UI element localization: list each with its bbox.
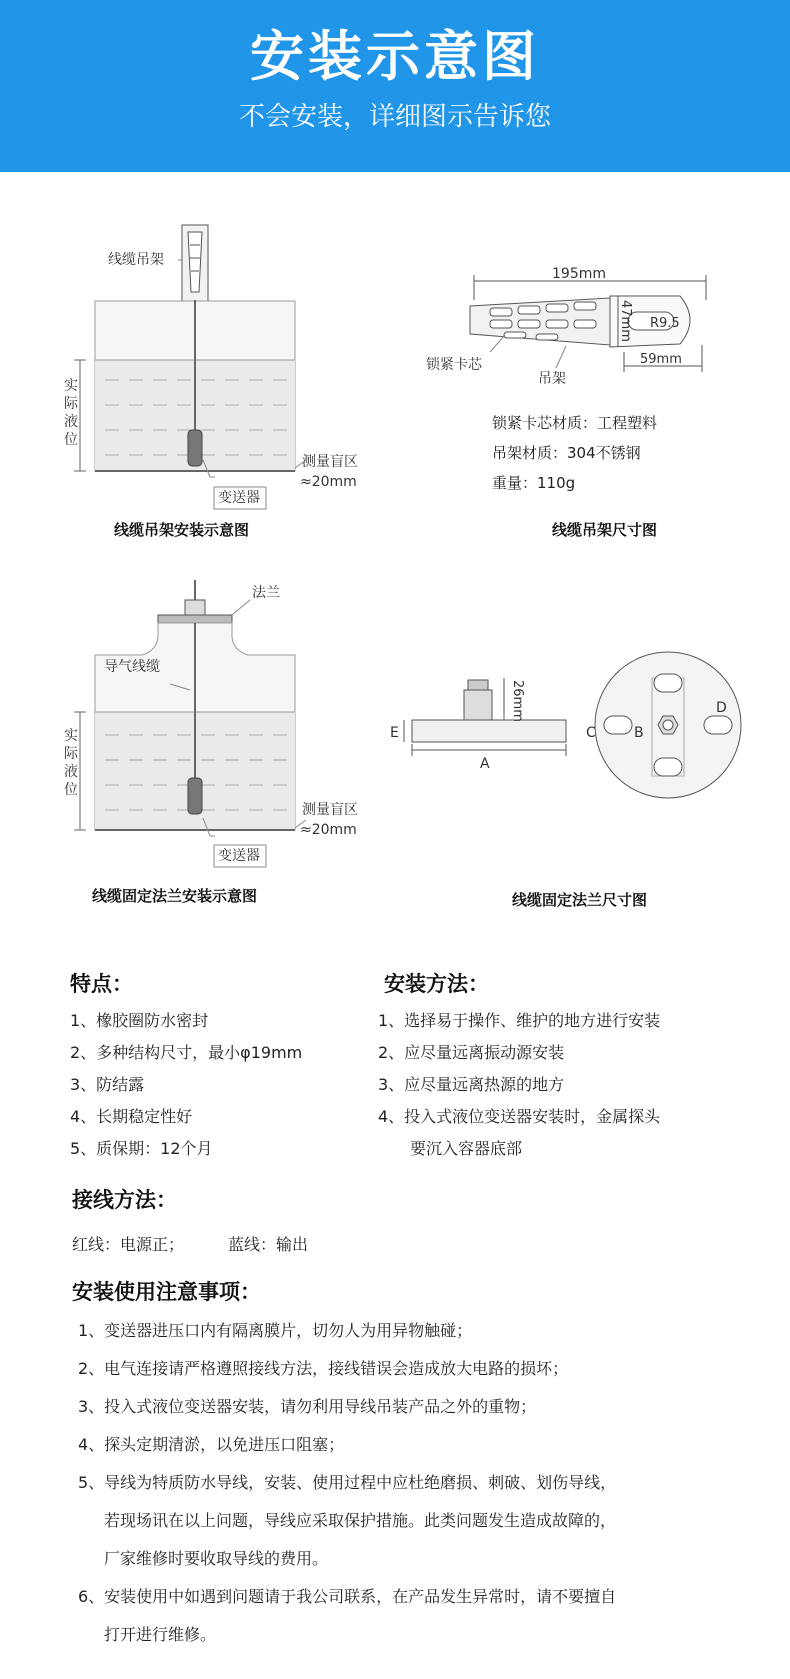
note-line: 6、安装使用中如遇到问题请于我公司联系，在产品发生异常时，请不要擅自 bbox=[78, 1587, 617, 1606]
label-actual-3d: 位 bbox=[64, 782, 78, 798]
label-actual-1a: 实 bbox=[64, 378, 78, 394]
dim-width: 59mm bbox=[640, 352, 682, 367]
wiring-red: 红线：电源正； bbox=[72, 1235, 185, 1254]
label-d: D bbox=[716, 700, 727, 716]
wiring-blue: 蓝线：输出 bbox=[228, 1235, 309, 1254]
features-title: 特点： bbox=[70, 972, 133, 996]
label-actual-3a: 实 bbox=[64, 728, 78, 744]
note-line: 1、变送器进压口内有隔离膜片，切勿人为用异物触碰； bbox=[78, 1321, 473, 1340]
label-hanger-2: 吊架 bbox=[538, 371, 566, 387]
label-actual-3c: 液 bbox=[64, 764, 78, 780]
note-line: 4、探头定期清淤，以免进压口阻塞； bbox=[78, 1435, 345, 1454]
caption-hanger-dimensions: 线缆吊架尺寸图 bbox=[552, 521, 658, 539]
label-blind-3: 测量盲区 bbox=[302, 802, 358, 818]
dim-radius: R9.5 bbox=[650, 316, 680, 331]
wiring-title: 接线方法： bbox=[72, 1188, 177, 1212]
label-actual-1c: 液 bbox=[64, 414, 78, 430]
caption-flange-install: 线缆固定法兰安装示意图 bbox=[92, 887, 258, 905]
feature-item: 5、质保期：12个月 bbox=[70, 1139, 213, 1158]
feature-item: 1、橡胶圈防水密封 bbox=[70, 1011, 209, 1030]
note-line: 5、导线为特质防水导线，安装、使用过程中应杜绝磨损、刺破、划伤导线， bbox=[78, 1473, 617, 1492]
caption-hanger-install: 线缆吊架安装示意图 bbox=[114, 521, 250, 539]
diagrams-area bbox=[0, 172, 790, 932]
spec-core-material: 锁紧卡芯材质：工程塑料 bbox=[492, 414, 658, 432]
label-actual-3b: 际 bbox=[64, 746, 78, 762]
label-blind-value-3: ≈20mm bbox=[300, 822, 357, 838]
page-title: 安装示意图 bbox=[250, 25, 540, 88]
note-line: 厂家维修时要收取导线的费用。 bbox=[104, 1549, 329, 1568]
install-item: 3、应尽量远离热源的地方 bbox=[378, 1075, 565, 1094]
label-blind-1: 测量盲区 bbox=[302, 454, 358, 470]
feature-item: 4、长期稳定性好 bbox=[70, 1107, 193, 1126]
note-line: 若现场讯在以上问题，导线应采取保护措施。此类问题发生造成故障的， bbox=[104, 1511, 617, 1530]
caption-flange-dimensions: 线缆固定法兰尺寸图 bbox=[512, 891, 648, 909]
label-actual-1d: 位 bbox=[64, 432, 78, 448]
label-flange: 法兰 bbox=[252, 585, 280, 601]
dim-length: 195mm bbox=[552, 266, 606, 282]
label-actual-1b: 际 bbox=[64, 396, 78, 412]
spec-weight: 重量：110g bbox=[492, 474, 576, 492]
install-item: 要沉入容器底部 bbox=[410, 1139, 523, 1158]
diagram-flange-dimensions bbox=[404, 652, 741, 798]
spec-hanger-material: 吊架材质：304不锈钢 bbox=[492, 444, 641, 462]
note-line: 打开进行维修。 bbox=[104, 1625, 217, 1644]
label-hanger-1: 线缆吊架 bbox=[108, 252, 164, 268]
install-item: 4、投入式液位变送器安装时，金属探头 bbox=[378, 1107, 661, 1126]
label-blind-value-1: ≈20mm bbox=[300, 474, 357, 490]
label-c: C bbox=[586, 725, 596, 741]
note-line: 2、电气连接请严格遵照接线方法，接线错误会造成放大电路的损坏； bbox=[78, 1359, 569, 1378]
label-e: E bbox=[390, 725, 399, 741]
dim-flange-height: 26mm bbox=[510, 680, 525, 722]
label-core: 锁紧卡芯 bbox=[426, 357, 482, 373]
label-b: B bbox=[634, 725, 644, 741]
header-banner bbox=[0, 0, 790, 172]
dim-height: 47mm bbox=[618, 300, 633, 342]
diagram-flange-install bbox=[74, 580, 306, 836]
label-a: A bbox=[480, 756, 490, 772]
install-item: 2、应尽量远离振动源安装 bbox=[378, 1043, 565, 1062]
label-transmitter-3: 变送器 bbox=[218, 848, 260, 864]
note-line: 3、投入式液位变送器安装，请勿利用导线吊装产品之外的重物； bbox=[78, 1397, 537, 1416]
label-transmitter-1: 变送器 bbox=[218, 490, 260, 506]
label-air-cable: 导气线缆 bbox=[104, 659, 160, 675]
feature-item: 3、防结露 bbox=[70, 1075, 145, 1094]
install-title: 安装方法： bbox=[384, 972, 489, 996]
page-subtitle: 不会安装，详细图示告诉您 bbox=[238, 102, 551, 132]
install-item: 1、选择易于操作、维护的地方进行安装 bbox=[378, 1011, 661, 1030]
notes-title: 安装使用注意事项： bbox=[72, 1280, 261, 1304]
feature-item: 2、多种结构尺寸，最小φ19mm bbox=[70, 1043, 303, 1062]
